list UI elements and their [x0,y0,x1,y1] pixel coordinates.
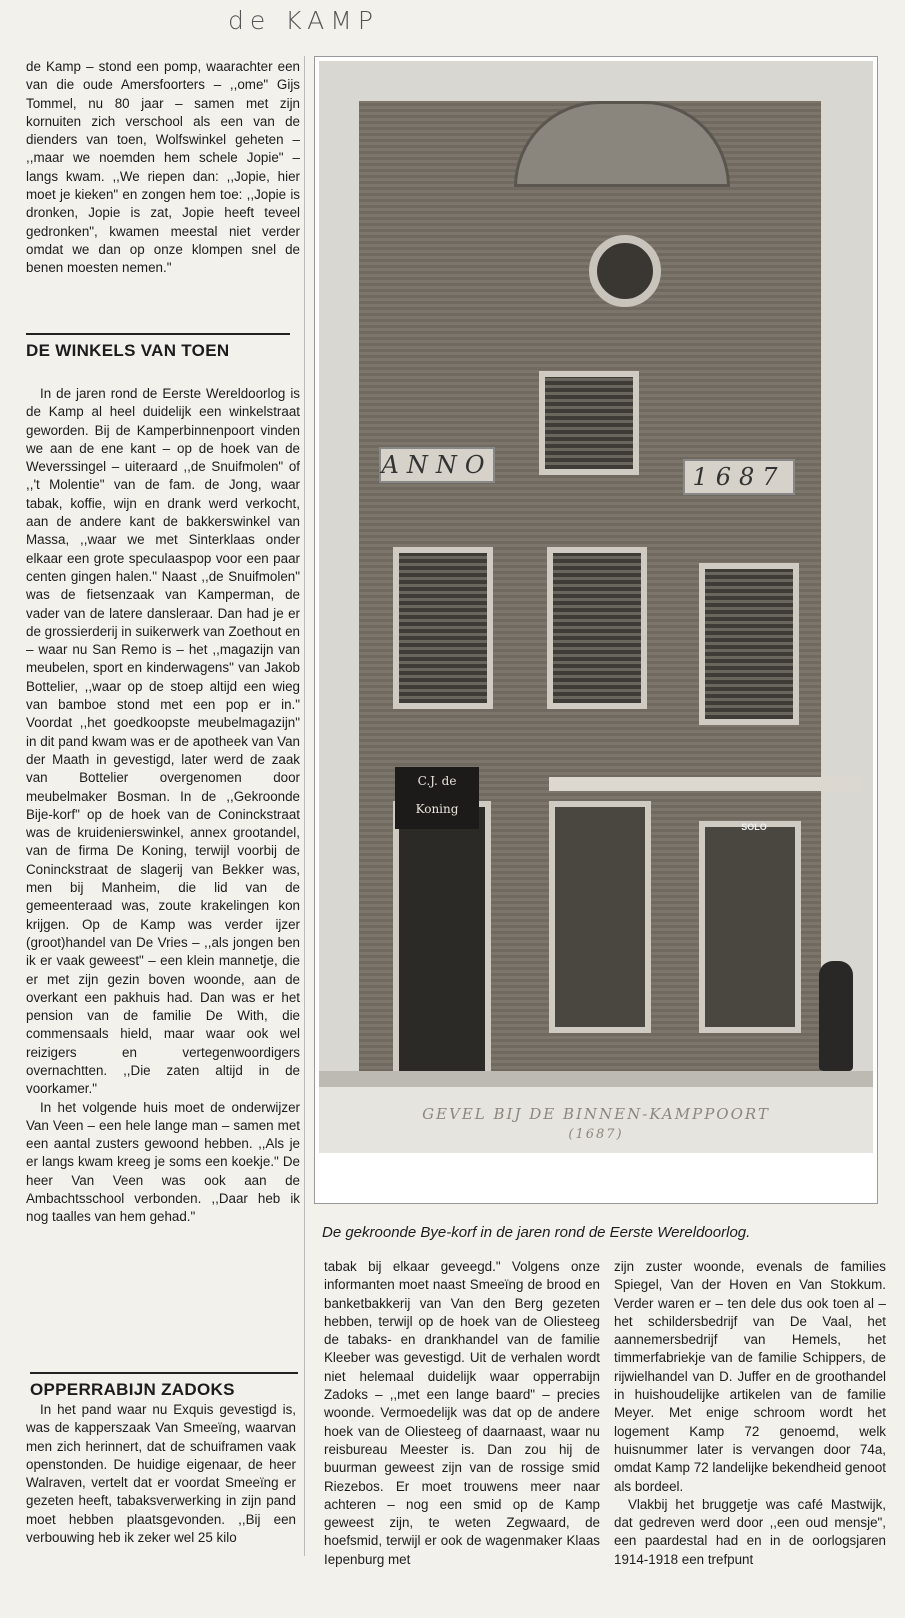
shop-window-left [549,801,651,1033]
child-figure [819,961,853,1071]
shop-window-text: SOLO [741,822,767,832]
window-center [547,547,647,709]
shop-sign: C.J. de Koning [395,767,479,829]
paragraph: In het pand waar nu Exquis gevestigd is, was de kapperszaak Van Smeeïng, waarvan men zich herinnert, dat de schuiframen vaak openstonden. De huidige eigenaar, de heer Walraven, vertelt dat er voordat Smeeïng er gezeten heeft, tabaksverwerking in zijn pand moet hebben plaatsgevonden. ,,Bij een verbouwing heb ik zeker wel 25 kilo [26,1402,296,1546]
round-window [589,235,661,307]
handwritten-title: de KAMP [228,6,379,35]
photo-caption: De gekroonde Bye-korf in de jaren rond de Eerste Wereldoorlog. [322,1224,751,1241]
window-right [699,563,799,725]
section-heading-zadoks: OPPERRABIJN ZADOKS [30,1372,298,1400]
column2 [324,1258,600,1569]
section-heading-winkels: DE WINKELS VAN TOEN [26,333,290,361]
shop-cornice [549,777,861,791]
photo-frame [314,56,878,1204]
shop-window-right [699,821,801,1033]
paragraph: zijn zuster woonde, evenals de families Spiegel, Van der Hoven en Van Stokkum. Verder waren er – ten dele dus ook toen al – het schildersbedrijf van De Vaal, het aannemersbedrijf van Hemels, het timmerfabriekje van de familie Schippers, de rijwielhandel van D. Juffer en de groothandel in huishoudelijke artikelen van de familie Meyer. Met enige schroom wordt het logement Kamp 72 genoemd, welk huisnummer later is vervangen door 74a, omdat Kamp 72 landelijke bekendheid genoot als bordeel. [614,1259,886,1494]
paragraph: Vlakbij het bruggetje was café Mastwijk, dat gedreven werd door ,,een oud mensje", een paardestal had en in de oorlogsjaren 1914-1918 een trefpunt [614,1496,886,1567]
sign-anno: ANNO [379,447,495,483]
paragraph: de Kamp – stond een pomp, waarachter een van die oude Amersfoorters – ,,ome" Gijs Tommel, nu 80 jaar – samen met zijn kornuiten zich verschool als een van de dienders van toen, Wolfswinkel geheten – ,,maar we noemden hem schele Jopie" – langs kwam. ,,We riepen dan: ,,Jopie, hier moet je kieken" en zongen hem toe: ,,Jopie is dronken, Jopie is zat, Jopie heeft teveel gedronken", kwamen meestal niet verder omdat we dan op onze klompen snel de benen moesten nemen." [26,59,300,276]
gable-crown [514,101,730,187]
building-photo [319,61,873,1153]
window-left [393,547,493,709]
sign-year: 1687 [683,459,795,495]
column1-top [26,58,300,278]
plate-line2: (1687) [568,1127,624,1142]
shop-door [393,801,491,1103]
gable-facade [359,101,821,1111]
column3 [614,1258,886,1569]
column1-section2 [26,1401,296,1547]
plate-line1: GEVEL BIJ DE BINNEN-KAMPPOORT [422,1105,770,1123]
paragraph: In de jaren rond de Eerste Wereldoorlog is de Kamp al heel duidelijk een winkelstraat geworden. Bij de Kamperbinnenpoort vinden we aan de ene kant – op de hoek van de Weverssingel – uiteraard ,,de Snuifmolen" of ,,'t Molentie" van de fam. de Jong, waar tabak, koffie, wijn en drank werd verkocht, aan de andere kant de bakkerswinkel van Massa, ,,waar we met Sinterklaas onder elkaar een grote speculaaspop voor een paar centen gingen halen." Naast ,,de Snuifmolen" was de fietsenzaak van Kamperman, de vader van de latere dansleraar. Dan had je er de grossierderij in suikerwerk van Zoethout en – waar nu San Remo is – het ,,magazijn van meubelen, sport en kinderwagens" van Jakob Bottelier, ,,waar op de stoep altijd een wieg van bamboe stond met een pop er in." Voordat ,,het goedkoopste meubelmagazijn" in dit pand kwam was er de apotheek van Van der Maath in gevestigd, later werd de zaak van Bottelier overgenomen door meubelmaker Bosman. In de ,,Gekroonde Bije-korf" op de hoek van de Coninckstraat was de kruidenierswinkel, annex grootandel, van de firma De Koning, terwijl voorbij de Coninckstraat de slagerij van Bekker was, men bij Manheim, die lid van de gemeenteraad was, zoute krakelingen kon krijgen. Op de Kamp was verder ijzer (groot)handel van De Vries – ,,als jongen ben ik er vaak geweest" – een klein mannetje, die er met zijn gezin boven woonde, aan de overkant een pakhuis had. Dan was er het pension van de familie De With, die commensaals hield, maar waar ook wel reizigers en vertegenwoordigers overnachtten. ,,Die zaten altijd in de voorkamer." [26,386,300,1097]
column1-section1 [26,385,300,1227]
paragraph: In het volgende huis moet de onderwijzer Van Veen – een hele lange man – samen met een aantal zusters gewoond hebben. ,,Als je er langs kwam kreeg je soms een koekje." De heer Van Veen was ook aan de Ambachtsschool verbonden. ,,Daar heb ik nog taalles van hem gehad." [26,1099,300,1225]
window-upper [539,371,639,475]
column-divider [304,56,305,1556]
paragraph: tabak bij elkaar geveegd." Volgens onze informanten moet naast Smeeïng de brood en banketbakkerij van Van den Berg gezeten hebben, terwijl op de hoek van de Oliesteeg de tabaks- en drankhandel van de familie Kleeber was gevestigd. Uit de verhalen wordt niet helemaal duidelijk waar opperrabijn Zadoks – ,,met een lange baard" – precies woonde. Vermoedelijk was dat op de andere hoek van de Oliesteeg of daarnaast, waar nu reisbureau Meester is. Dan zou hij de buurman geweest zijn van de rossige smid Riezebos. Er moet trouwens meer naar achteren – nog een smid op de Kamp geweest zijn, te weten Zegwaard, de hoefsmid, terwijl er ook de wagenmaker Klaas Iepenburg met [324,1259,600,1567]
photo-plate [319,1087,873,1153]
